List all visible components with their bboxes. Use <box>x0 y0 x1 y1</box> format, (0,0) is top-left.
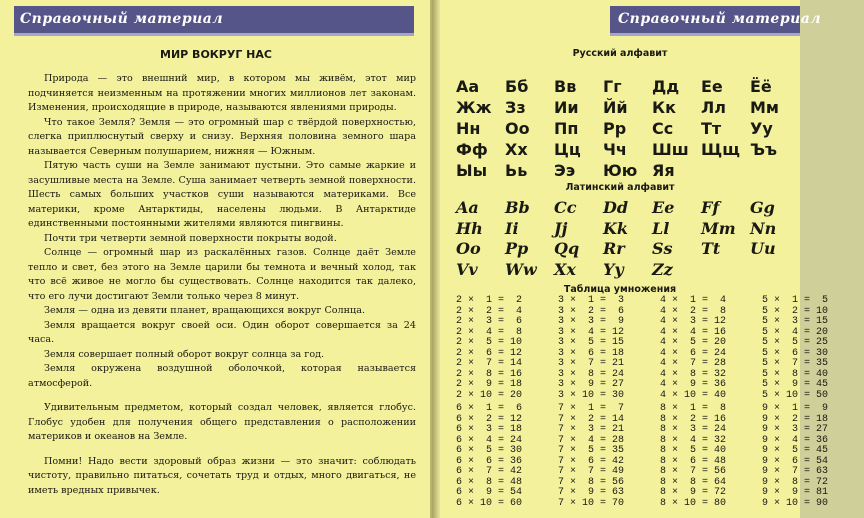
latin-letter: Zz <box>652 259 673 279</box>
latin-letter: Vv <box>456 259 478 279</box>
multiplication-row: 8 × 3 = 24 <box>660 424 727 435</box>
multiplication-row: 3 × 1 = 3 <box>558 295 625 306</box>
multiplication-row: 2 × 8 = 16 <box>456 368 523 380</box>
russian-letter: Ьь <box>505 161 528 180</box>
multiplication-row: 2 × 1 = 2 <box>456 295 523 306</box>
latin-letter: Ss <box>652 239 673 258</box>
multiplication-row: 9 × 8 = 72 <box>762 476 829 488</box>
multiplication-row: 6 × 10 = 60 <box>456 497 523 509</box>
latin-letter: Pp <box>505 239 529 258</box>
multiplication-row: 9 × 10 = 90 <box>762 497 829 509</box>
multiplication-row: 5 × 8 = 40 <box>762 368 829 380</box>
latin-letter: Ff <box>701 198 720 217</box>
multiplication-row: 4 × 9 = 36 <box>660 379 727 390</box>
latin-alphabet-title: Латинский алфавит <box>565 182 675 193</box>
paragraph: Что такое Земля? Земля — это огромный шар с твёрдой поверхностью, слегка приплюснутый сверху и снизу. Верхняя половина земного шара называется Северным полушарием, нижняя — Южным. <box>28 116 416 157</box>
paragraph: Земля окружена воздушной оболочкой, которая называется атмосферой. <box>28 363 416 389</box>
multiplication-row: 3 × 4 = 12 <box>558 326 625 338</box>
multiplication-row: 9 × 1 = 9 <box>762 403 829 414</box>
multiplication-row: 9 × 2 = 18 <box>762 413 829 425</box>
multiplication-row: 8 × 7 = 56 <box>660 466 727 477</box>
multiplication-row: 4 × 3 = 12 <box>660 316 727 327</box>
russian-letter: Хх <box>505 140 528 159</box>
multiplication-row: 2 × 9 = 18 <box>456 379 523 390</box>
multiplication-row: 7 × 7 = 49 <box>558 466 625 477</box>
russian-letter: Вв <box>554 77 577 96</box>
russian-letter: Оо <box>505 119 530 138</box>
multiplication-row: 4 × 8 = 32 <box>660 368 727 380</box>
latin-letter: Ww <box>505 259 537 279</box>
multiplication-row: 3 × 7 = 21 <box>558 358 625 369</box>
latin-alphabet-grid <box>456 198 799 280</box>
multiplication-row: 5 × 9 = 45 <box>762 379 829 390</box>
multiplication-row: 5 × 3 = 15 <box>762 316 829 327</box>
multiplication-row: 4 × 6 = 24 <box>660 347 727 359</box>
multiplication-row: 2 × 2 = 4 <box>456 305 523 317</box>
multiplication-row: 7 × 8 = 56 <box>558 476 625 488</box>
multiplication-row: 4 × 10 = 40 <box>660 389 727 401</box>
multiplication-table-top <box>456 296 864 401</box>
latin-letter: Hh <box>456 218 483 238</box>
russian-letter: Яя <box>652 161 675 180</box>
paragraph: Земля — одна из девяти планет, вращающихся вокруг Солнца. <box>44 305 365 316</box>
multiplication-column <box>660 296 762 401</box>
right-header-band <box>610 6 822 36</box>
multiplication-row: 9 × 9 = 81 <box>762 487 829 498</box>
russian-letter: Фф <box>456 140 488 159</box>
multiplication-row: 2 × 10 = 20 <box>456 389 523 401</box>
russian-letter: Цц <box>554 140 581 159</box>
multiplication-row: 6 × 4 = 24 <box>456 434 523 446</box>
multiplication-row: 8 × 10 = 80 <box>660 497 727 509</box>
multiplication-row: 8 × 6 = 48 <box>660 455 727 467</box>
multiplication-table-bottom <box>456 404 864 509</box>
russian-letter: Юю <box>603 161 638 180</box>
multiplication-row: 3 × 2 = 6 <box>558 305 625 317</box>
russian-letter: Рр <box>603 119 627 138</box>
russian-letter: Жж <box>456 98 492 117</box>
multiplication-row: 7 × 3 = 21 <box>558 424 625 435</box>
multiplication-row: 6 × 5 = 30 <box>456 445 523 456</box>
multiplication-row: 8 × 8 = 64 <box>660 476 727 488</box>
latin-letter: Xx <box>554 259 576 279</box>
latin-letter: Qq <box>554 239 580 258</box>
multiplication-row: 4 × 4 = 16 <box>660 326 727 338</box>
russian-letter: Аа <box>456 77 480 96</box>
multiplication-column <box>456 296 558 401</box>
latin-letter: Yy <box>603 259 624 279</box>
multiplication-column <box>762 404 864 509</box>
multiplication-row: 8 × 2 = 16 <box>660 413 727 425</box>
russian-letter: Ъъ <box>750 140 778 159</box>
paragraph: Земля вращается вокруг своей оси. Один оборот совершается за 24 часа. <box>28 319 416 345</box>
russian-alphabet-title: Русский алфавит <box>572 48 668 59</box>
latin-letter: Ee <box>652 198 675 217</box>
multiplication-row: 4 × 2 = 8 <box>660 305 727 317</box>
left-header-band <box>14 6 414 36</box>
latin-letter: Oo <box>456 239 481 258</box>
russian-letter: Ёё <box>750 77 772 96</box>
russian-alphabet-grid <box>456 76 799 181</box>
latin-letter: Jj <box>554 218 568 238</box>
page-title: МИР ВОКРУГ НАС <box>160 48 272 61</box>
multiplication-column <box>558 296 660 401</box>
russian-letter: Лл <box>701 98 727 117</box>
russian-letter: Сс <box>652 119 674 138</box>
multiplication-row: 2 × 3 = 6 <box>456 316 523 327</box>
multiplication-row: 4 × 7 = 28 <box>660 358 727 369</box>
latin-letter: Mm <box>701 218 736 238</box>
multiplication-row: 9 × 5 = 45 <box>762 445 829 456</box>
russian-letter: Чч <box>603 140 627 159</box>
russian-letter: Гг <box>603 77 622 96</box>
multiplication-column <box>456 404 558 509</box>
multiplication-row: 8 × 1 = 8 <box>660 403 727 414</box>
multiplication-table-title: Таблица умножения <box>563 284 677 295</box>
multiplication-row: 2 × 6 = 12 <box>456 347 523 359</box>
multiplication-row: 6 × 2 = 12 <box>456 413 523 425</box>
multiplication-row: 8 × 4 = 32 <box>660 434 727 446</box>
latin-letter: Bb <box>505 198 530 217</box>
russian-letter: Кк <box>652 98 676 117</box>
multiplication-column <box>762 296 864 401</box>
russian-letter: Ээ <box>554 161 576 180</box>
left-header-title: Справочный материал <box>20 11 224 27</box>
multiplication-row: 9 × 7 = 63 <box>762 466 829 477</box>
multiplication-row: 4 × 1 = 4 <box>660 295 727 306</box>
multiplication-row: 9 × 4 = 36 <box>762 434 829 446</box>
latin-letter: Ll <box>652 218 670 238</box>
multiplication-row: 3 × 6 = 18 <box>558 347 625 359</box>
latin-letter: Aa <box>456 198 479 217</box>
multiplication-row: 6 × 1 = 6 <box>456 403 523 414</box>
russian-letter: Тт <box>701 119 722 138</box>
latin-letter: Uu <box>750 239 776 258</box>
paragraph: Пятую часть суши на Земле занимают пустыни. Это самые жаркие и засушливые места на Земле. Суша занимает четверть земной поверхности. Шесть самых больших участков суши называются материками. Все материки, кроме Антарктиды, населены людьми. В Антарктиде единственными постоянными жителями являются пингвины. <box>28 160 416 229</box>
latin-letter: Ii <box>505 218 519 238</box>
multiplication-row: 7 × 6 = 42 <box>558 455 625 467</box>
multiplication-column <box>558 404 660 509</box>
russian-letter: Нн <box>456 119 481 138</box>
multiplication-row: 5 × 6 = 30 <box>762 347 829 359</box>
multiplication-row: 9 × 3 = 27 <box>762 424 829 435</box>
latin-letter: Dd <box>603 198 629 217</box>
paragraph: Помни! Надо вести здоровый образ жизни — это значит: соблюдать чистоту, правильно питаться, сочетать труд и отдых, много двигаться, не иметь вредных привычек. <box>28 455 416 496</box>
russian-letter: Ии <box>554 98 579 117</box>
paragraph: Удивительным предметом, который создал человек, является глобус. Глобус удобен для получения общего представления о расположении материков и океанов на Земле. <box>28 402 416 442</box>
multiplication-row: 5 × 4 = 20 <box>762 326 829 338</box>
paragraph: Земля совершает полный оборот вокруг солнца за год. <box>44 348 325 360</box>
multiplication-row: 6 × 6 = 36 <box>456 455 523 467</box>
multiplication-row: 5 × 1 = 5 <box>762 295 829 306</box>
multiplication-row: 6 × 7 = 42 <box>456 466 523 477</box>
latin-letter: Tt <box>701 239 721 258</box>
russian-letter: Зз <box>505 98 526 117</box>
multiplication-row: 2 × 7 = 14 <box>456 358 523 369</box>
latin-letter: Nn <box>750 218 777 238</box>
russian-letter: Йй <box>603 98 628 117</box>
multiplication-row: 6 × 9 = 54 <box>456 487 523 498</box>
multiplication-row: 7 × 10 = 70 <box>558 497 625 509</box>
russian-letter: Щщ <box>701 140 740 159</box>
multiplication-row: 7 × 5 = 35 <box>558 445 625 456</box>
multiplication-row: 4 × 5 = 20 <box>660 337 727 348</box>
latin-letter: Cc <box>554 198 577 217</box>
multiplication-row: 8 × 9 = 72 <box>660 487 727 498</box>
russian-letter: Уу <box>750 119 773 138</box>
multiplication-column <box>660 404 762 509</box>
right-page <box>440 0 829 518</box>
right-header-title: Справочный материал <box>618 11 822 27</box>
russian-letter: Бб <box>505 77 529 96</box>
multiplication-row: 3 × 5 = 15 <box>558 337 625 348</box>
multiplication-row: 3 × 8 = 24 <box>558 368 625 380</box>
multiplication-row: 5 × 5 = 25 <box>762 337 829 348</box>
paragraph: Солнце — огромный шар из раскалённых газов. Солнце даёт Земле тепло и свет, без этого на Земле царили бы темнота и вечный холод, так что всё живое не могло бы существовать. Солнце находится так далеко, что его лучи достигают Земли только через 8 минут. <box>28 247 416 302</box>
russian-letter: Мм <box>750 98 779 117</box>
paragraph: Почти три четверти земной поверхности покрыты водой. <box>44 232 337 244</box>
multiplication-row: 9 × 6 = 54 <box>762 455 829 467</box>
multiplication-row: 2 × 4 = 8 <box>456 326 523 338</box>
article-text <box>28 72 416 498</box>
multiplication-row: 7 × 9 = 63 <box>558 487 625 498</box>
multiplication-row: 3 × 10 = 30 <box>558 389 625 401</box>
russian-letter: Ее <box>701 77 723 96</box>
latin-letter: Kk <box>603 218 628 238</box>
book-gutter <box>432 0 440 518</box>
multiplication-row: 8 × 5 = 40 <box>660 445 727 456</box>
multiplication-row: 6 × 3 = 18 <box>456 424 523 435</box>
multiplication-row: 2 × 5 = 10 <box>456 337 523 348</box>
multiplication-row: 5 × 10 = 50 <box>762 389 829 401</box>
latin-letter: Gg <box>750 198 775 217</box>
paragraph: Природа — это внешний мир, в котором мы живём, этот мир подчиняется неизменным на протяжении многих миллионов лет законам. Изменения, происходящие в природе, называются явлениями природы. <box>28 73 416 113</box>
multiplication-row: 7 × 1 = 7 <box>558 403 625 414</box>
multiplication-row: 7 × 4 = 28 <box>558 434 625 446</box>
multiplication-row: 3 × 3 = 9 <box>558 316 625 327</box>
multiplication-row: 3 × 9 = 27 <box>558 379 625 390</box>
russian-letter: Ыы <box>456 161 488 180</box>
russian-letter: Дд <box>652 77 680 96</box>
russian-letter: Шш <box>652 140 689 159</box>
latin-letter: Rr <box>603 239 625 258</box>
multiplication-row: 5 × 7 = 35 <box>762 358 829 369</box>
russian-letter: Пп <box>554 119 579 138</box>
multiplication-row: 7 × 2 = 14 <box>558 413 625 425</box>
multiplication-row: 5 × 2 = 10 <box>762 305 829 317</box>
multiplication-row: 6 × 8 = 48 <box>456 476 523 488</box>
